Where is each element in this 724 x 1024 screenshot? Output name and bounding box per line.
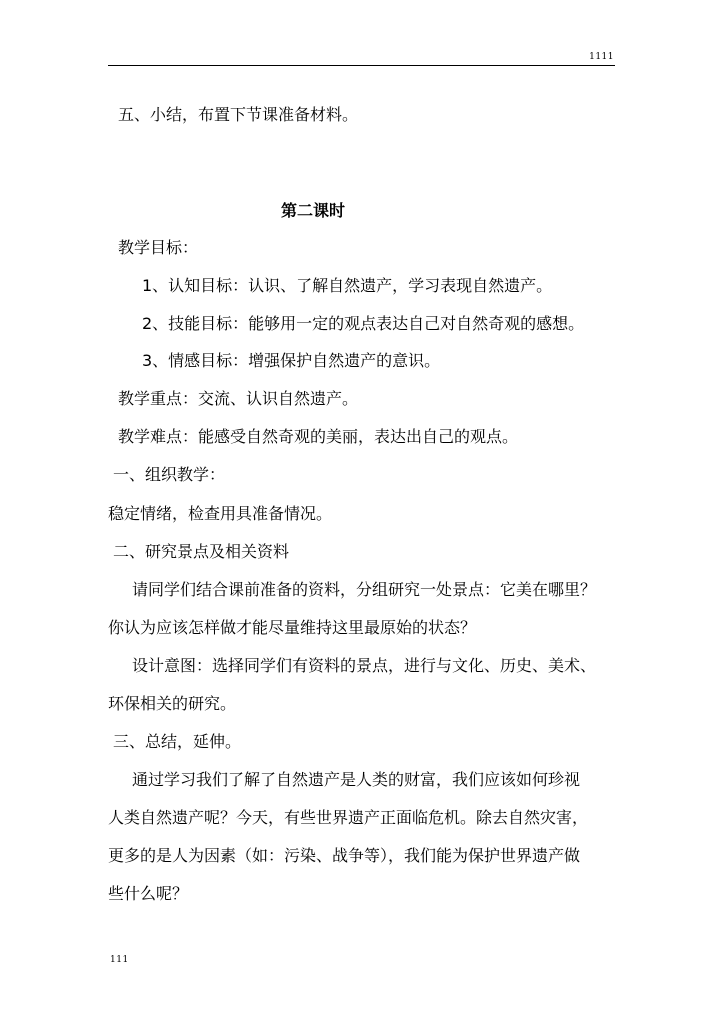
footer-page-number: 111 bbox=[110, 955, 129, 965]
section1-body: 稳定情绪，检查用具准备情况。 bbox=[108, 504, 333, 523]
teaching-difficulty: 教学难点：能感受自然奇观的美丽，表达出自己的观点。 bbox=[118, 427, 519, 446]
section3-line3: 更多的是人为因素（如：污染、战争等），我们能为保护世界遗产做 bbox=[108, 846, 581, 865]
section1-heading: 一、组织教学： bbox=[113, 465, 226, 484]
lesson-title: 第二课时 bbox=[281, 201, 346, 220]
section3-line2: 人类自然遗产呢？今天，有些世界遗产正面临危机。除去自然灾害， bbox=[108, 808, 589, 827]
section2-para2-line1: 设计意图：选择同学们有资料的景点，进行与文化、历史、美术、 bbox=[132, 656, 597, 675]
section2-para1-line1: 请同学们结合课前准备的资料，分组研究一处景点：它美在哪里？ bbox=[132, 580, 597, 599]
section3-heading: 三、总结，延伸。 bbox=[113, 732, 242, 751]
goals-heading: 教学目标： bbox=[118, 238, 199, 257]
goal-cognitive: 1、认知目标：认识、了解自然遗产，学习表现自然遗产。 bbox=[142, 276, 553, 295]
goal-emotion: 3、情感目标：增强保护自然遗产的意识。 bbox=[142, 351, 441, 370]
section2-para2-line2: 环保相关的研究。 bbox=[108, 694, 237, 713]
teaching-focus: 教学重点：交流、认识自然遗产。 bbox=[118, 389, 359, 408]
header-page-number: 1111 bbox=[589, 52, 614, 62]
summary-line: 五、小结，布置下节课准备材料。 bbox=[118, 105, 359, 124]
section3-line4: 些什么呢？ bbox=[108, 884, 189, 903]
section3-line1: 通过学习我们了解了自然遗产是人类的财富，我们应该如何珍视 bbox=[132, 770, 581, 789]
section2-para1-line2: 你认为应该怎样做才能尽量维持这里最原始的状态？ bbox=[108, 618, 477, 637]
goal-skill: 2、技能目标：能够用一定的观点表达自己对自然奇观的感想。 bbox=[142, 314, 585, 333]
header-rule bbox=[108, 65, 615, 66]
section2-heading: 二、研究景点及相关资料 bbox=[113, 542, 290, 561]
